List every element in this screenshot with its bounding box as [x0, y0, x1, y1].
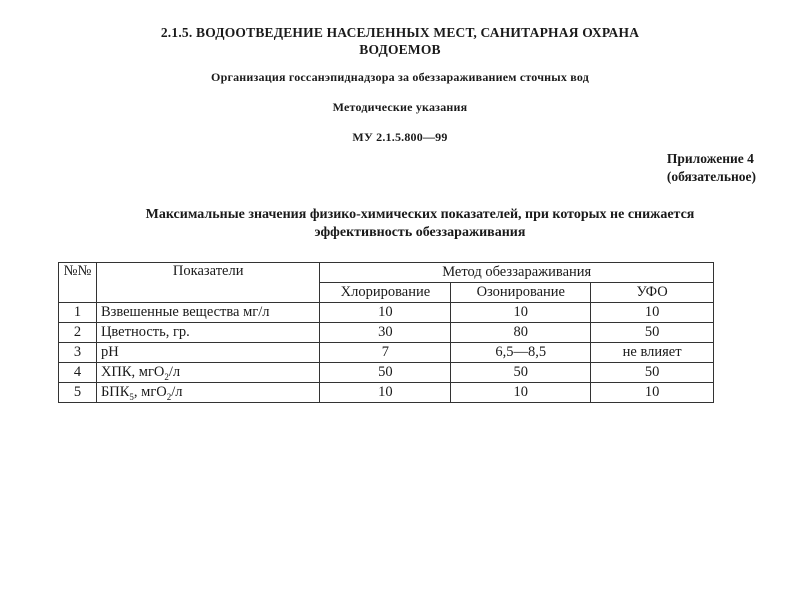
- appendix-label: [667, 150, 756, 186]
- section-heading-line1: 2.1.5. ВОДООТВЕДЕНИЕ НАСЕЛЕННЫХ МЕСТ, САНИТАРНАЯ ОХРАНА: [160, 25, 640, 40]
- row-indicator: [96, 383, 320, 403]
- row-value-ozonation: 50: [451, 363, 591, 383]
- row-indicator-text: ХПК, мгО: [100, 363, 165, 380]
- appendix-status: (обязательное): [666, 169, 756, 184]
- row-indicator-text: БПК: [100, 383, 130, 400]
- row-value-chlorination: 10: [320, 383, 451, 403]
- row-value-uv: 50: [591, 363, 714, 383]
- row-value-ozonation: 10: [451, 383, 591, 403]
- row-indicator: pH: [96, 343, 320, 363]
- row-number: 5: [59, 383, 97, 403]
- row-value-chlorination: 10: [320, 303, 451, 323]
- row-value-uv: 10: [591, 303, 714, 323]
- header-method-ozonation: Озонирование: [451, 283, 591, 303]
- row-number: 4: [59, 363, 97, 383]
- table-row: [59, 363, 714, 383]
- header-number: №№: [59, 263, 97, 303]
- organization-title: Организация госсанэпиднадзора за обеззараживанием сточных вод: [211, 70, 589, 84]
- row-indicator-suffix-2: /л: [171, 383, 183, 400]
- table-title-line1: Максимальные значения физико-химических показателей, при которых не снижается: [145, 207, 695, 222]
- row-indicator-subscript-2: 2: [166, 391, 172, 402]
- row-value-uv: 10: [591, 383, 714, 403]
- row-number: 3: [59, 343, 97, 363]
- header-method-chlorination: Хлорирование: [320, 283, 451, 303]
- row-indicator-suffix: /л: [168, 363, 181, 380]
- row-indicator-suffix: , мгО: [133, 383, 167, 400]
- table-title: [80, 206, 760, 242]
- row-value-uv: 50: [591, 323, 714, 343]
- header-method-uv: УФО: [591, 283, 714, 303]
- row-indicator: Взвешенные вещества мг/л: [96, 303, 320, 323]
- row-value-uv: не влияет: [591, 343, 714, 363]
- row-value-ozonation: 80: [451, 323, 591, 343]
- header-indicator: Показатели: [96, 263, 320, 303]
- table-row: [59, 383, 714, 403]
- row-value-ozonation: 6,5—8,5: [451, 343, 591, 363]
- table-title-line2: эффективность обеззараживания: [314, 225, 526, 240]
- row-indicator: [96, 363, 320, 383]
- row-value-chlorination: 50: [320, 363, 451, 383]
- row-number: 1: [59, 303, 97, 323]
- row-indicator-subscript: 2: [164, 371, 169, 382]
- appendix-number: Приложение 4: [666, 151, 754, 166]
- row-value-chlorination: 30: [320, 323, 451, 343]
- row-indicator-subscript: 5: [129, 391, 134, 402]
- row-value-chlorination: 7: [320, 343, 451, 363]
- row-number: 2: [59, 323, 97, 343]
- section-heading: [100, 24, 700, 58]
- document-code: МУ 2.1.5.800—99: [352, 130, 448, 144]
- row-value-ozonation: 10: [451, 303, 591, 323]
- table-row: [59, 343, 714, 363]
- table-row: [59, 303, 714, 323]
- header-method-group: Метод обеззараживания: [320, 263, 714, 283]
- document-type: Методические указания: [332, 100, 468, 114]
- section-heading-line2: ВОДОЕМОВ: [359, 42, 441, 57]
- table-row: [59, 323, 714, 343]
- row-indicator: Цветность, гр.: [96, 323, 320, 343]
- indicators-table: [58, 262, 714, 403]
- table-header-row: [59, 263, 714, 283]
